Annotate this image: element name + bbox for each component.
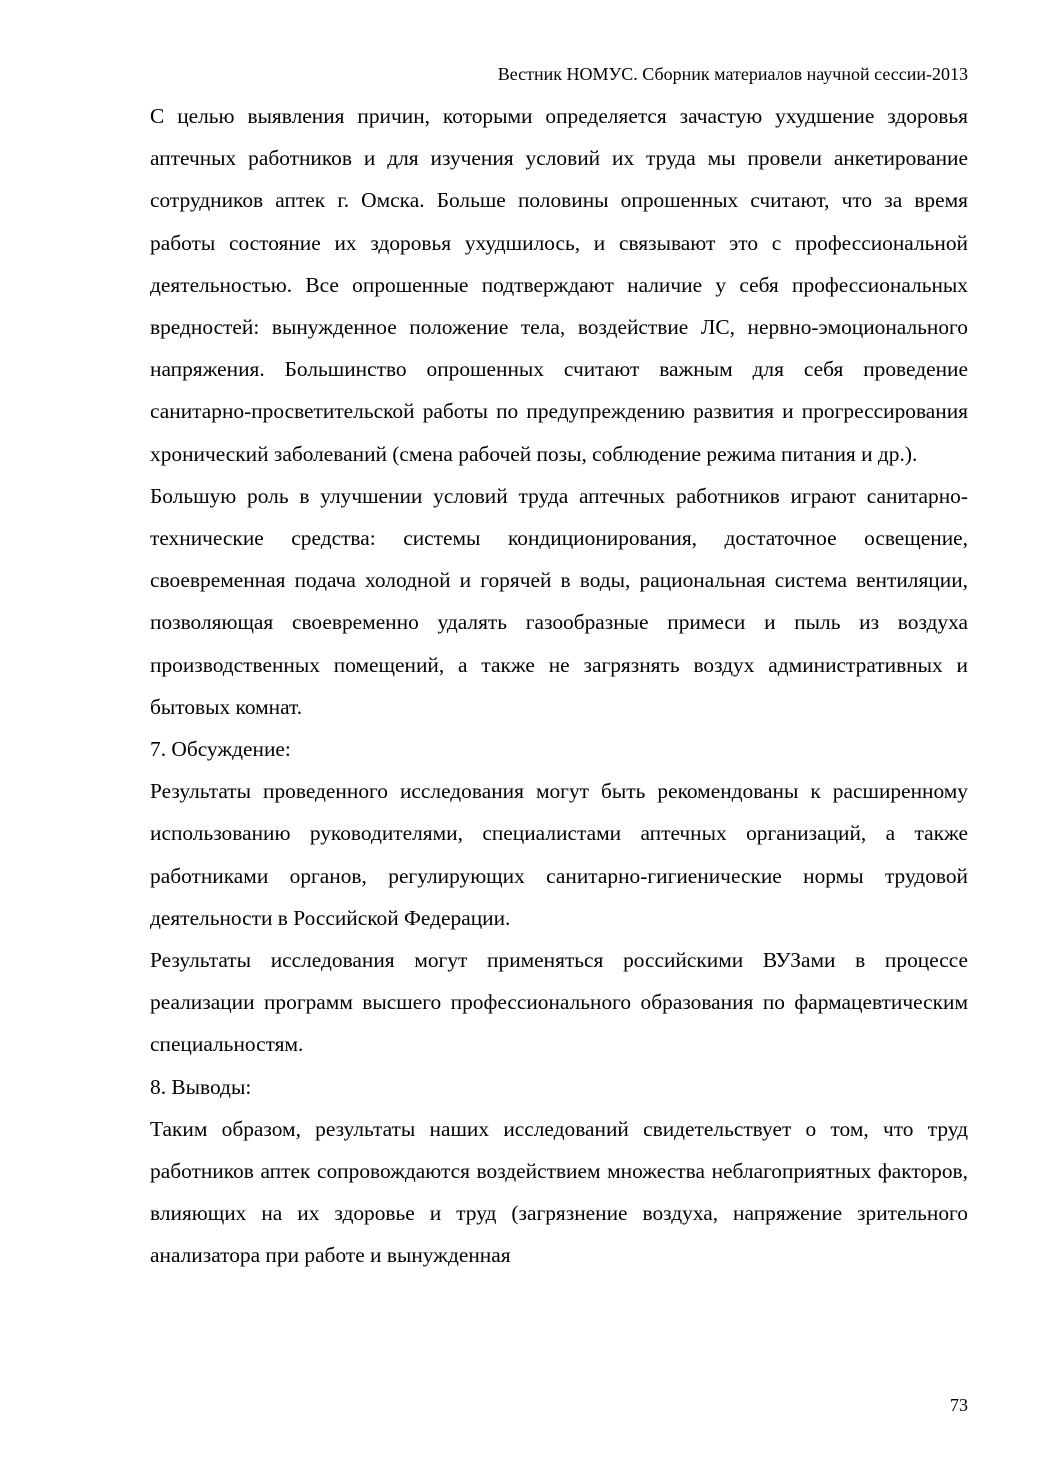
paragraph-sanitary-means: Большую роль в улучшении условий труда аптечных работников играют санитарно-технические средства: системы кондиционирования, достаточное освещение, своевременная подача холодной и горячей в воды, рациональная система вентиляции, позволяющая своевременно удалять газообразные примеси и пыль из воздуха производственных помещений, а также не загрязнять воздух административных и бытовых комнат. [150,483,968,719]
paragraph-survey: С целью выявления причин, которыми определяется зачастую ухудшение здоровья аптечных работников и для изучения условий их труда мы провели анкетирование сотрудников аптек г. Омска. Больше половины опрошенных считают, что за время работы состояние их здоровья ухудшилось, и связывают это с профессиональной деятельностью. Все опрошенные подтверждают наличие у себя профессиональных вредностей: вынужденное положение тела, воздействие ЛС, нервно-эмоционального напряжения. Большинство опрошенных считают важным для себя проведение санитарно-просветительской работы по предупреждению развития и прогрессирования хронический заболеваний (смена рабочей позы, соблюдение режима питания и др.). [150,104,968,466]
running-header: Вестник НОМУС. Сборник материалов научной сессии-2013 [497,64,968,84]
paragraph-conclusions: Таким образом, результаты наших исследований свидетельствует о том, что труд работников аптек сопровождаются воздействием множества неблагоприятных факторов, влияющих на их здоровье и труд (загрязнение воздуха, напряжение зрительного анализатора при работе и вынужденная [150,1116,968,1268]
heading-discussion: 7. Обсуждение: [150,737,291,762]
paragraph-results-universities: Результаты исследования могут применяться российскими ВУЗами в процессе реализации программ высшего профессионального образования по фармацевтическим специальностям. [150,948,968,1057]
page-number: 73 [950,1395,968,1415]
heading-conclusions: 8. Выводы: [150,1074,252,1099]
body-text [150,95,968,1277]
paragraph-results-recommendation: Результаты проведенного исследования могут быть рекомендованы к расширенному использованию руководителями, специалистами аптечных организаций, а также работниками органов, регулирующих санитарно-гигиенические нормы трудовой деятельности в Российской Федерации. [150,779,968,930]
